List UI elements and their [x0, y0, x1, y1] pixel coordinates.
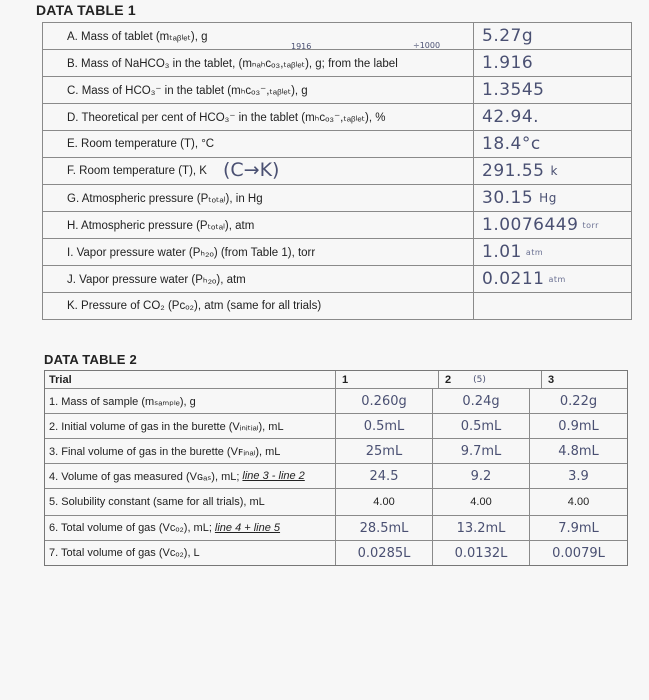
- row-label: 5. Solubility constant (same for all trials), mL: [45, 489, 336, 515]
- trial-3-value[interactable]: 4.8mL: [558, 443, 599, 459]
- table1-row-b: [42, 41, 632, 77]
- table1-row-h: [42, 212, 632, 239]
- row-value: 291.55: [482, 161, 545, 181]
- row-unit: k: [550, 164, 558, 178]
- row-label: H. Atmospheric pressure (Pₜₒₜₐₗ), atm: [43, 212, 474, 238]
- row-value-cell[interactable]: [474, 185, 631, 211]
- row-value-cell[interactable]: [474, 212, 631, 238]
- trial-3-value[interactable]: 3.9: [568, 468, 589, 484]
- table2-header-row: [45, 371, 627, 388]
- trial-3-value: 4.00: [567, 496, 590, 508]
- row-value[interactable]: 42.94.: [482, 107, 540, 127]
- trial-1-value[interactable]: 0.5mL: [336, 414, 433, 438]
- trial-2-header: 2: [445, 373, 452, 386]
- table1-row-d: [42, 104, 632, 131]
- row-label: G. Atmospheric pressure (Pₜₒₜₐₗ), in Hg: [43, 185, 474, 211]
- row-value: 0.0211: [482, 269, 545, 289]
- row-formula: line 3 - line 2: [242, 470, 305, 482]
- trial-3-header: 3: [548, 373, 555, 386]
- row-label: 1. Mass of sample (mₛₐₘₚₗₑ), g: [45, 389, 336, 413]
- trial-2-value[interactable]: 0.24g: [433, 389, 530, 413]
- row-value[interactable]: [474, 293, 631, 319]
- data-table-2: [44, 370, 628, 566]
- table1-title: DATA TABLE 1: [36, 2, 136, 18]
- row-label: J. Vapor pressure water (Pₕ₂ₒ), atm: [43, 266, 474, 292]
- row-formula: line 4 + line 5: [214, 522, 281, 534]
- trial-1-value[interactable]: 0.260g: [336, 389, 433, 413]
- trial-1-value[interactable]: 0.0285L: [336, 541, 433, 565]
- trial-2-value: 4.00: [433, 489, 530, 515]
- row-label: 6. Total volume of gas (Vᴄₒ₂), mL;: [49, 522, 212, 534]
- trial-header: Trial: [45, 371, 336, 388]
- table1-row-g: [42, 185, 632, 212]
- row-value-cell[interactable]: [474, 266, 631, 292]
- data-table-1: [42, 22, 632, 320]
- table2-row-1: [45, 388, 627, 413]
- row-value-cell[interactable]: [474, 158, 631, 184]
- row-label: C. Mass of HCO₃⁻ in the tablet (mₕᴄₒ₃⁻,ₜₐᵦₗₑₜ), g: [43, 77, 474, 103]
- trial-2-value[interactable]: 0.5mL: [433, 414, 530, 438]
- row-label: D. Theoretical per cent of HCO₃⁻ in the tablet (mₕᴄₒ₃⁻,ₜₐᵦₗₑₜ), %: [43, 104, 474, 130]
- table1-row-c: [42, 77, 632, 104]
- table2-row-7: [45, 540, 627, 565]
- table1-row-i: [42, 239, 632, 266]
- row-label: B. Mass of NaHCO₃ in the tablet, (mₙₐₕᴄₒ₃,ₜₐᵦₗₑₜ), g; from the label: [43, 50, 474, 76]
- row-value[interactable]: 1.916: [482, 53, 534, 73]
- table2-row-3: [45, 438, 627, 463]
- row-label: A. Mass of tablet (mₜₐᵦₗₑₜ), g: [43, 23, 474, 49]
- trial-3-value[interactable]: 7.9mL: [558, 520, 599, 536]
- handwritten-note-1916: 1916: [291, 42, 312, 51]
- row-unit: atm: [525, 247, 544, 257]
- row-label: F. Room temperature (T), K: [43, 158, 474, 184]
- trial-2-value[interactable]: 9.2: [433, 464, 530, 488]
- row-label: K. Pressure of CO₂ (Pᴄₒ₂), atm (same for all trials): [43, 293, 474, 319]
- trial-1-value: 4.00: [336, 489, 433, 515]
- handwritten-note-c-to-k: (C→K): [223, 159, 280, 181]
- row-label: 4. Volume of gas measured (Vɢₐₛ), mL;: [49, 470, 240, 483]
- trial-2-value[interactable]: 0.0132L: [433, 541, 530, 565]
- trial-2-value[interactable]: 9.7mL: [433, 439, 530, 463]
- table2-row-6: [45, 515, 627, 540]
- row-value: 30.15: [482, 188, 534, 208]
- row-value-cell[interactable]: [474, 239, 631, 265]
- trial-2-note: (5): [473, 374, 486, 385]
- row-label: 7. Total volume of gas (Vᴄₒ₂), L: [45, 541, 336, 565]
- row-value: 1.0076449: [482, 215, 579, 235]
- row-value: 1.01: [482, 242, 522, 262]
- row-label: I. Vapor pressure water (Pₕ₂ₒ) (from Table 1), torr: [43, 239, 474, 265]
- trial-1-value[interactable]: 28.5mL: [336, 516, 433, 540]
- row-label: E. Room temperature (T), °C: [43, 131, 474, 157]
- table1-row-a: [42, 22, 632, 50]
- table2-row-5: [45, 488, 627, 515]
- handwritten-note-divide-1000: ÷1000: [413, 41, 441, 50]
- trial-3-value[interactable]: 0.0079L: [552, 545, 605, 561]
- row-label-cell: [45, 516, 336, 540]
- trial-3-value[interactable]: 0.22g: [559, 393, 598, 409]
- trial-1-header: 1: [336, 371, 439, 388]
- table2-row-4: [45, 463, 627, 488]
- table1-row-e: [42, 131, 632, 158]
- table2-title: DATA TABLE 2: [44, 352, 137, 367]
- table1-row-j: [42, 266, 632, 293]
- table1-row-f: [42, 158, 632, 185]
- trial-1-value[interactable]: 25mL: [336, 439, 433, 463]
- row-unit: torr: [582, 220, 599, 230]
- row-label-cell: [45, 464, 336, 488]
- table2-row-2: [45, 413, 627, 438]
- trial-2-header-cell: [439, 371, 542, 388]
- table1-row-k: [42, 293, 632, 320]
- row-value[interactable]: 18.4°c: [482, 134, 541, 154]
- row-unit: Hg: [539, 191, 557, 205]
- row-label: 3. Final volume of gas in the burette (Vꜰᵢₙₐₗ), mL: [45, 439, 336, 463]
- trial-1-value[interactable]: 24.5: [336, 464, 433, 488]
- trial-2-value[interactable]: 13.2mL: [433, 516, 530, 540]
- row-unit: atm: [548, 274, 566, 284]
- row-value[interactable]: 1.3545: [482, 80, 545, 100]
- row-label: 2. Initial volume of gas in the burette (Vᵢₙᵢₜᵢₐₗ), mL: [45, 414, 336, 438]
- row-value[interactable]: 5.27g: [482, 26, 534, 46]
- trial-3-value[interactable]: 0.9mL: [558, 418, 599, 434]
